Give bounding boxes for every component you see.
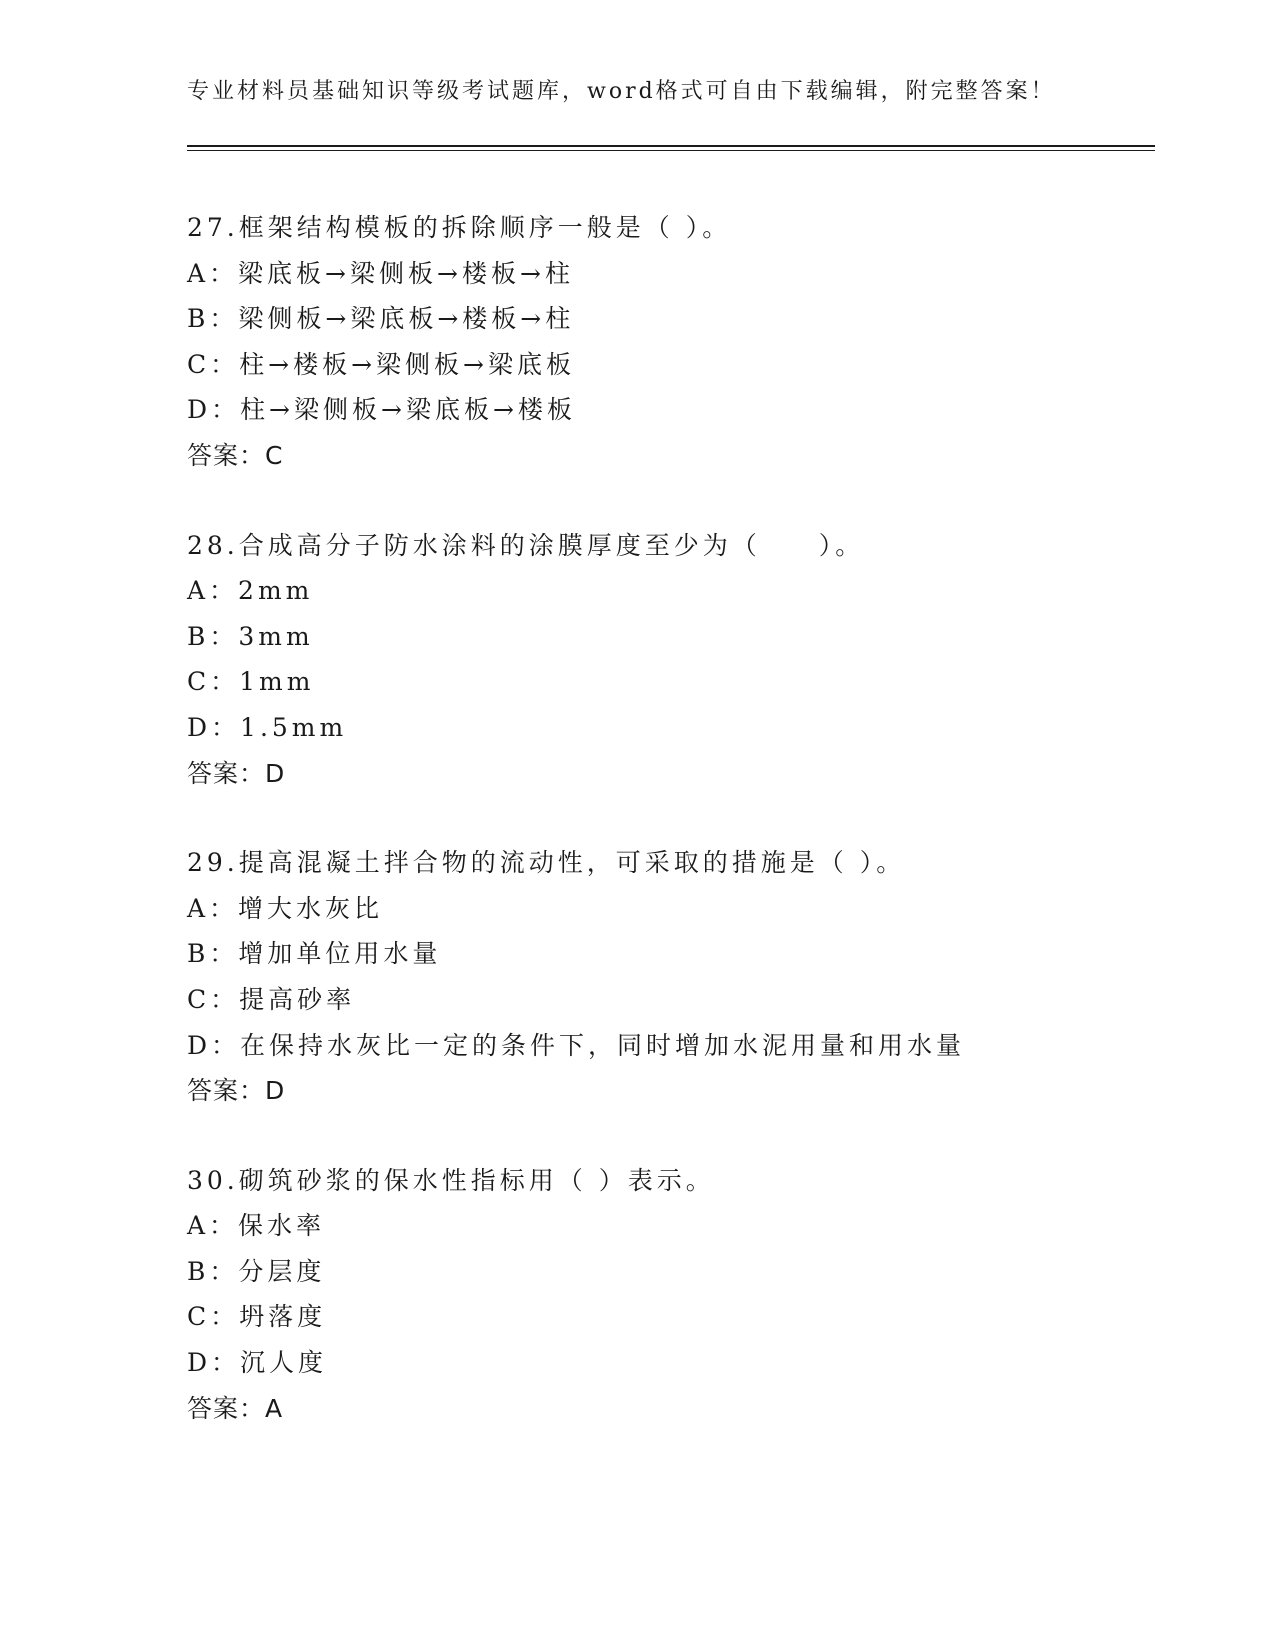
option-d: D：柱→梁侧板→梁底板→楼板 bbox=[187, 395, 576, 425]
answer: 答案：D bbox=[187, 1076, 286, 1106]
header-divider-thin bbox=[187, 150, 1155, 151]
question-stem: 30.砌筑砂浆的保水性指标用（ ）表示。 bbox=[187, 1165, 715, 1195]
question-27 bbox=[187, 205, 1155, 479]
question-29 bbox=[187, 840, 1155, 1114]
option-a: A：梁底板→梁侧板→楼板→柱 bbox=[187, 258, 574, 288]
option-c: C：提高砂率 bbox=[187, 984, 356, 1014]
option-a: A：增大水灰比 bbox=[187, 893, 384, 923]
answer: 答案：C bbox=[187, 440, 284, 470]
option-c: C：坍落度 bbox=[187, 1302, 327, 1332]
question-list bbox=[187, 205, 1155, 1475]
header-divider-thick bbox=[187, 145, 1155, 147]
option-a: A：保水率 bbox=[187, 1211, 326, 1241]
option-a: A：2mm bbox=[187, 576, 314, 606]
question-stem: 27.框架结构模板的拆除顺序一般是（ ）。 bbox=[187, 213, 732, 242]
option-b: B：3mm bbox=[187, 621, 314, 651]
option-d: D：在保持水灰比一定的条件下，同时增加水泥用量和用水量 bbox=[187, 1030, 966, 1060]
option-b: B：分层度 bbox=[187, 1256, 326, 1286]
option-c: C：1mm bbox=[187, 667, 315, 697]
question-stem: 29.提高混凝土拌合物的流动性，可采取的措施是（ ）。 bbox=[187, 848, 906, 878]
page-header: 专业材料员基础知识等级考试题库，word格式可自由下载编辑，附完整答案！ bbox=[187, 79, 1056, 104]
question-30 bbox=[187, 1158, 1155, 1432]
question-28 bbox=[187, 523, 1155, 797]
option-c: C：柱→楼板→梁侧板→梁底板 bbox=[187, 349, 575, 379]
option-d: D：1.5mm bbox=[187, 712, 348, 742]
option-b: B：梁侧板→梁底板→楼板→柱 bbox=[187, 304, 575, 334]
question-stem: 28.合成高分子防水涂料的涂膜厚度至少为（ ）。 bbox=[187, 530, 865, 560]
option-b: B：增加单位用水量 bbox=[187, 939, 442, 969]
option-d: D：沉人度 bbox=[187, 1348, 328, 1378]
answer: 答案：D bbox=[187, 758, 286, 788]
answer: 答案：A bbox=[187, 1393, 284, 1423]
